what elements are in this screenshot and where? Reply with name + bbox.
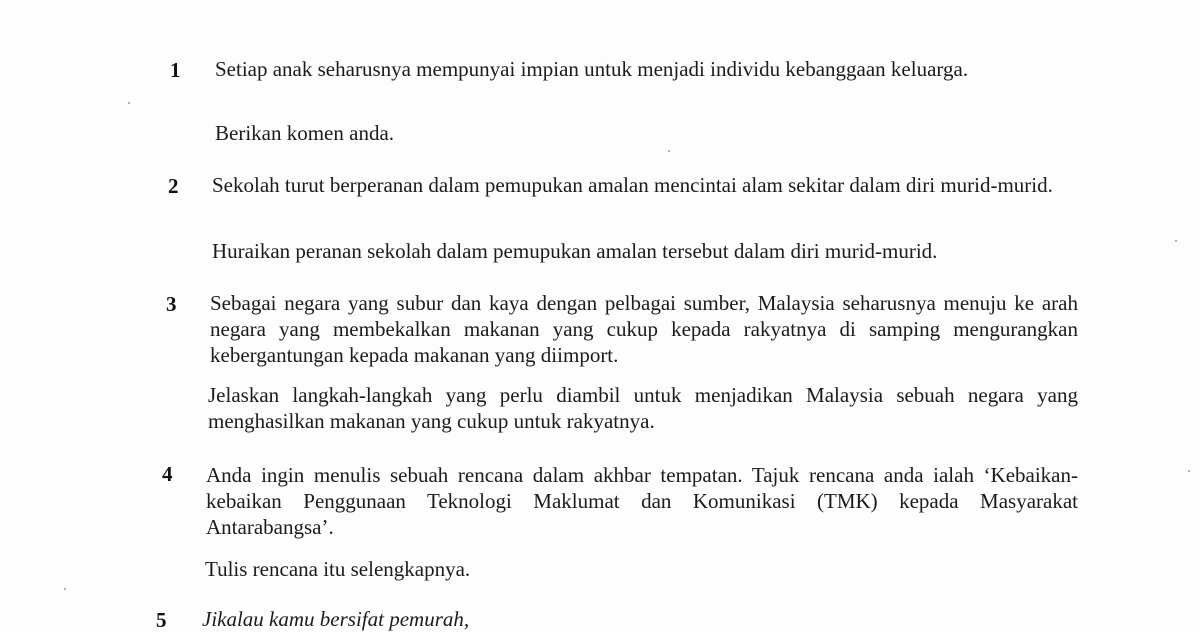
question-number: 5 xyxy=(156,608,167,632)
question-task: Jelaskan langkah-langkah yang perlu diambil untuk menjadikan Malaysia sebuah negara yang menghasilkan makanan yang cukup untuk rakyatnya. xyxy=(208,383,1078,433)
question-statement: Jikalau kamu bersifat pemurah, xyxy=(202,607,470,631)
question-number: 4 xyxy=(162,462,173,486)
question-statement: Anda ingin menulis sebuah rencana dalam akhbar tempatan. Tajuk rencana anda ialah ‘Kebaikan-kebaikan Penggunaan Teknologi Maklumat dan Komunikasi (TMK) kepada Masyarakat Antarabangsa’. xyxy=(206,463,1078,539)
question-statement: Setiap anak seharusnya mempunyai impian untuk menjadi individu kebanggaan keluarga. xyxy=(215,57,969,81)
scan-speck xyxy=(64,588,66,590)
scan-speck xyxy=(128,102,130,104)
scan-speck xyxy=(1175,240,1177,242)
question-task: Berikan komen anda. xyxy=(215,121,395,145)
question-number: 2 xyxy=(168,174,179,198)
question-task: Huraikan peranan sekolah dalam pemupukan amalan tersebut dalam diri murid-murid. xyxy=(212,239,938,263)
question-statement: Sekolah turut berperanan dalam pemupukan amalan mencintai alam sekitar dalam diri murid-murid. xyxy=(212,173,1053,197)
scan-speck xyxy=(1188,470,1190,472)
scan-speck xyxy=(668,150,670,152)
question-task: Tulis rencana itu selengkapnya. xyxy=(205,557,471,581)
question-number: 3 xyxy=(166,292,177,316)
question-statement: Sebagai negara yang subur dan kaya dengan pelbagai sumber, Malaysia seharusnya menuju ke arah negara yang membekalkan makanan yang cukup kepada rakyatnya di samping mengurangkan kebergantungan kepada makanan yang diimport. xyxy=(210,291,1078,367)
question-number: 1 xyxy=(170,58,181,82)
